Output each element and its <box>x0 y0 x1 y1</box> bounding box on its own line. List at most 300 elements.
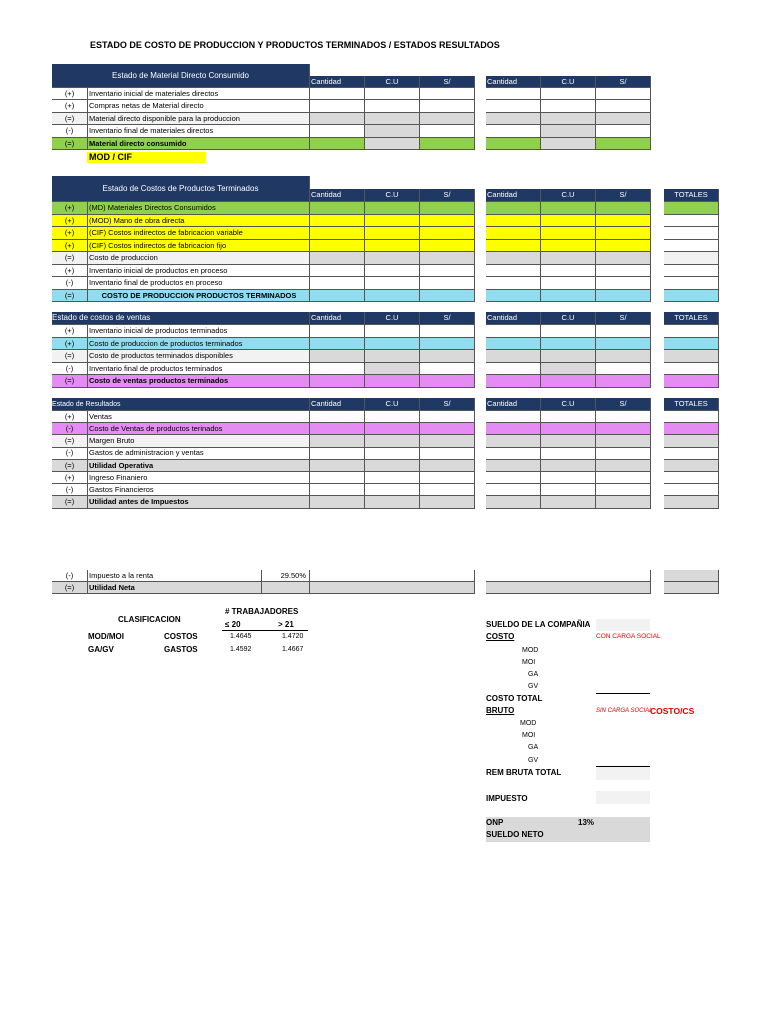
value-cell[interactable] <box>596 88 651 100</box>
value-cell[interactable] <box>365 240 420 253</box>
value-cell[interactable] <box>486 363 541 376</box>
value-cell[interactable] <box>310 113 365 125</box>
col-le20: ≤ 20 <box>225 620 241 629</box>
value-cell[interactable] <box>486 338 541 351</box>
col-cantidad: Cantidad <box>310 312 365 325</box>
spacer <box>475 484 486 496</box>
value-cell[interactable] <box>596 290 651 303</box>
value-cell[interactable] <box>365 113 420 125</box>
value-cell[interactable] <box>310 215 365 228</box>
value-cell[interactable] <box>420 350 475 363</box>
col-soles: S/ <box>420 189 475 202</box>
value-cell[interactable] <box>596 138 651 150</box>
row-sign: (=) <box>52 290 88 303</box>
row-label: Impuesto a la renta <box>88 570 262 582</box>
row-label: (MOD) Mano de obra directa <box>88 215 310 228</box>
value-cell[interactable] <box>486 350 541 363</box>
total-cell[interactable] <box>664 484 719 496</box>
total-cell[interactable] <box>664 582 719 594</box>
value-cell[interactable] <box>420 100 475 112</box>
value-cell[interactable] <box>486 325 541 338</box>
value-cell[interactable] <box>486 448 541 460</box>
value-cell[interactable] <box>596 460 651 472</box>
col-soles: S/ <box>420 312 475 325</box>
col-soles: S/ <box>596 398 651 411</box>
spacer <box>651 312 664 325</box>
row-label: Inventario final de productos en proceso <box>88 277 310 290</box>
value-cell[interactable] <box>541 484 596 496</box>
value-cell[interactable] <box>486 290 541 303</box>
utilidad-neta-table <box>52 570 719 594</box>
total-cell[interactable] <box>664 325 719 338</box>
value-cell[interactable] <box>365 265 420 278</box>
total-cell[interactable] <box>664 252 719 265</box>
spacer <box>475 202 486 215</box>
total-cell[interactable] <box>664 215 719 228</box>
total-cell[interactable] <box>664 375 719 388</box>
value-cell[interactable] <box>596 411 651 423</box>
row-sign: (-) <box>52 125 88 137</box>
value-cell[interactable] <box>420 411 475 423</box>
spacer <box>475 189 486 202</box>
value-cell[interactable] <box>310 363 365 376</box>
value-cell[interactable] <box>310 338 365 351</box>
value-cell[interactable] <box>596 496 651 508</box>
rem-bruta-cell <box>596 766 650 780</box>
value-cell[interactable] <box>420 277 475 290</box>
col-totales: TOTALES <box>664 398 719 411</box>
value-cell[interactable] <box>310 570 475 582</box>
row-label: Inventario final de materiales directos <box>88 125 310 137</box>
spacer <box>651 350 664 363</box>
col-gt21: > 21 <box>278 620 294 629</box>
spacer <box>651 570 664 582</box>
row-label: Costo de ventas productos terminados <box>88 375 310 388</box>
value-cell[interactable] <box>310 88 365 100</box>
value-cell[interactable] <box>420 435 475 447</box>
row-sign: (=) <box>52 582 88 594</box>
total-cell[interactable] <box>664 435 719 447</box>
value-cell[interactable] <box>310 375 365 388</box>
value-cell[interactable] <box>596 472 651 484</box>
value-cell[interactable] <box>365 125 420 137</box>
value-cell[interactable] <box>310 472 365 484</box>
value-cell[interactable] <box>486 100 541 112</box>
value-cell[interactable] <box>365 460 420 472</box>
row-sign: (+) <box>52 338 88 351</box>
total-cell[interactable] <box>664 240 719 253</box>
bruto-item-moi: MOI <box>522 732 536 739</box>
spacer <box>475 125 486 137</box>
row-label: Inventario inicial de productos en proceso <box>88 265 310 278</box>
total-cell[interactable] <box>664 350 719 363</box>
value-cell[interactable] <box>310 252 365 265</box>
value-cell[interactable] <box>541 496 596 508</box>
value-cell[interactable] <box>420 227 475 240</box>
spacer <box>475 265 486 278</box>
spacer <box>475 325 486 338</box>
spacer <box>475 312 486 325</box>
sueldo-cell <box>596 619 650 631</box>
value-cell[interactable] <box>420 215 475 228</box>
total-cell[interactable] <box>664 423 719 435</box>
value-cell[interactable] <box>541 325 596 338</box>
value-cell[interactable] <box>365 423 420 435</box>
value-cell[interactable] <box>310 290 365 303</box>
col-cantidad: Cantidad <box>486 312 541 325</box>
tax-rate <box>262 582 310 594</box>
spacer <box>475 582 486 594</box>
value-cell[interactable] <box>486 88 541 100</box>
value-cell[interactable] <box>541 100 596 112</box>
row-sign: (-) <box>52 363 88 376</box>
value-cell[interactable] <box>486 472 541 484</box>
total-cell[interactable] <box>664 227 719 240</box>
value-cell[interactable] <box>596 338 651 351</box>
value-cell[interactable] <box>541 125 596 137</box>
value-cell[interactable] <box>420 113 475 125</box>
group-header-space <box>310 176 365 189</box>
total-cell[interactable] <box>664 411 719 423</box>
row-label: Inventario final de productos terminados <box>88 363 310 376</box>
value-cell[interactable] <box>596 375 651 388</box>
value-cell[interactable] <box>310 227 365 240</box>
value-cell[interactable] <box>541 252 596 265</box>
value-cell[interactable] <box>486 411 541 423</box>
value-cell[interactable] <box>310 202 365 215</box>
spacer <box>651 240 664 253</box>
col-cu: C.U <box>541 312 596 325</box>
value-cell[interactable] <box>486 125 541 137</box>
total-cell[interactable] <box>664 460 719 472</box>
rem-bruta-label: REM BRUTA TOTAL <box>486 768 562 777</box>
value-cell[interactable] <box>310 138 365 150</box>
value-cell[interactable] <box>486 240 541 253</box>
row-label: Costo de productos terminados disponibles <box>88 350 310 363</box>
sin-carga-social: SIN CARGA SOCIAL <box>596 708 653 714</box>
value-cell[interactable] <box>486 277 541 290</box>
value-cell[interactable] <box>310 350 365 363</box>
value-cell[interactable] <box>541 113 596 125</box>
value-cell[interactable] <box>365 215 420 228</box>
value-cell[interactable] <box>486 582 651 594</box>
group-header-space <box>596 64 651 76</box>
total-cell[interactable] <box>664 496 719 508</box>
section-header: Estado de Costos de Productos Terminados <box>52 176 310 202</box>
value-cell[interactable] <box>420 290 475 303</box>
total-cell[interactable] <box>664 277 719 290</box>
value-cell[interactable] <box>365 88 420 100</box>
value-cell[interactable] <box>420 484 475 496</box>
value-cell[interactable] <box>486 375 541 388</box>
col-cantidad: Cantidad <box>486 76 541 88</box>
value-cell[interactable] <box>310 423 365 435</box>
spacer <box>475 215 486 228</box>
spacer <box>475 398 486 411</box>
total-cell[interactable] <box>664 290 719 303</box>
value-cell[interactable] <box>541 240 596 253</box>
col-cantidad: Cantidad <box>310 189 365 202</box>
group-header-space <box>420 176 475 189</box>
value-cell[interactable] <box>541 423 596 435</box>
total-cell[interactable] <box>664 265 719 278</box>
spacer <box>651 189 664 202</box>
value-cell[interactable] <box>541 227 596 240</box>
costo-item-mod: MOD <box>522 647 539 654</box>
spacer <box>475 88 486 100</box>
value-cell[interactable] <box>420 472 475 484</box>
value-cell[interactable] <box>365 435 420 447</box>
value-cell[interactable] <box>596 435 651 447</box>
value-cell[interactable] <box>365 472 420 484</box>
value-cell[interactable] <box>596 252 651 265</box>
group-header-space <box>365 176 420 189</box>
row-sign: (=) <box>52 113 88 125</box>
spacer <box>651 176 664 189</box>
section-header: Estado de costos de ventas <box>52 312 310 325</box>
total-cell[interactable] <box>664 338 719 351</box>
row-sign: (=) <box>52 252 88 265</box>
row-sign: (-) <box>52 448 88 460</box>
value-cell[interactable] <box>541 277 596 290</box>
row-sign: (+) <box>52 325 88 338</box>
spacer <box>475 363 486 376</box>
group-header-space <box>486 176 541 189</box>
con-carga-social: CON CARGA SOCIAL <box>596 633 661 640</box>
value-cell[interactable] <box>596 227 651 240</box>
col-totales: TOTALES <box>664 312 719 325</box>
value-cell[interactable] <box>486 423 541 435</box>
col-cu: C.U <box>541 189 596 202</box>
value-cell[interactable] <box>541 290 596 303</box>
value-cell[interactable] <box>310 125 365 137</box>
value-cell[interactable] <box>596 100 651 112</box>
value-cell[interactable] <box>365 350 420 363</box>
value-cell[interactable] <box>310 325 365 338</box>
value-cell[interactable] <box>486 138 541 150</box>
value-cell[interactable] <box>596 113 651 125</box>
value-cell[interactable] <box>310 448 365 460</box>
row-label: (CIF) Costos indirectos de fabricacion variable <box>88 227 310 240</box>
value-cell[interactable] <box>310 435 365 447</box>
value-cell[interactable] <box>486 265 541 278</box>
spacer <box>475 76 486 88</box>
value-cell[interactable] <box>596 125 651 137</box>
value-cell[interactable] <box>310 277 365 290</box>
value-cell[interactable] <box>420 88 475 100</box>
value-cell[interactable] <box>420 202 475 215</box>
value-cell[interactable] <box>420 125 475 137</box>
value-cell[interactable] <box>541 435 596 447</box>
value-cell[interactable] <box>365 325 420 338</box>
value-cell[interactable] <box>596 202 651 215</box>
value-cell[interactable] <box>420 460 475 472</box>
total-cell[interactable] <box>664 363 719 376</box>
value-cell[interactable] <box>486 460 541 472</box>
spacer <box>664 176 719 189</box>
value-cell[interactable] <box>365 277 420 290</box>
value-cell[interactable] <box>420 338 475 351</box>
onp-label: ONP <box>486 818 504 827</box>
tax-rate: 29.50% <box>262 570 310 582</box>
value-cell[interactable] <box>365 411 420 423</box>
col-cu: C.U <box>365 76 420 88</box>
value-cell[interactable] <box>486 227 541 240</box>
value-cell[interactable] <box>596 363 651 376</box>
value-cell[interactable] <box>541 88 596 100</box>
spacer <box>475 423 486 435</box>
value-cell[interactable] <box>365 363 420 376</box>
total-cell[interactable] <box>664 448 719 460</box>
row-label: Gastos Financieros <box>88 484 310 496</box>
total-cell[interactable] <box>664 570 719 582</box>
impuesto-cell <box>596 791 650 804</box>
mod-cif-note: MOD / CIF <box>87 152 206 163</box>
value-cell[interactable] <box>541 265 596 278</box>
value-cell[interactable] <box>541 350 596 363</box>
spacer <box>475 290 486 303</box>
value-cell[interactable] <box>310 582 475 594</box>
value-cell[interactable] <box>310 411 365 423</box>
spacer <box>651 375 664 388</box>
value-cell[interactable] <box>420 423 475 435</box>
value-cell[interactable] <box>365 100 420 112</box>
col-cantidad: Cantidad <box>310 398 365 411</box>
col-cu: C.U <box>365 189 420 202</box>
value-cell[interactable] <box>596 325 651 338</box>
value-cell[interactable] <box>486 113 541 125</box>
row-sign: (+) <box>52 202 88 215</box>
value-cell[interactable] <box>365 496 420 508</box>
row-sign: (+) <box>52 227 88 240</box>
col-cu: C.U <box>541 76 596 88</box>
value-cell[interactable] <box>596 277 651 290</box>
spacer <box>651 472 664 484</box>
value-cell[interactable] <box>541 472 596 484</box>
group-header-space <box>596 176 651 189</box>
value-cell[interactable] <box>365 338 420 351</box>
value-cell[interactable] <box>365 227 420 240</box>
value-cell[interactable] <box>541 215 596 228</box>
spacer <box>475 570 486 582</box>
value-cell[interactable] <box>420 240 475 253</box>
value-cell[interactable] <box>310 265 365 278</box>
value-cell[interactable] <box>420 496 475 508</box>
value-cell[interactable] <box>596 423 651 435</box>
value-cell[interactable] <box>310 496 365 508</box>
costo-total-label: COSTO TOTAL <box>486 694 543 703</box>
value-cell[interactable] <box>486 484 541 496</box>
value-cell[interactable] <box>365 252 420 265</box>
value-cell[interactable] <box>541 138 596 150</box>
spacer <box>651 252 664 265</box>
spacer <box>475 252 486 265</box>
value-cell[interactable] <box>596 350 651 363</box>
total-cell[interactable] <box>664 202 719 215</box>
clasif-row-2-v1: 1.4592 <box>230 646 252 653</box>
value-cell[interactable] <box>486 215 541 228</box>
estado-resultados-table <box>52 398 719 509</box>
row-label: COSTO DE PRODUCCION PRODUCTOS TERMINADOS <box>88 290 310 303</box>
row-label: Material directo disponible para la produccion <box>88 113 310 125</box>
value-cell[interactable] <box>420 252 475 265</box>
spacer <box>651 398 664 411</box>
row-label: Costo de produccion <box>88 252 310 265</box>
value-cell[interactable] <box>420 448 475 460</box>
costo-item-gv: GV <box>528 683 539 690</box>
value-cell[interactable] <box>420 138 475 150</box>
spacer <box>651 290 664 303</box>
group-header-space <box>310 64 365 76</box>
value-cell[interactable] <box>541 202 596 215</box>
value-cell[interactable] <box>596 240 651 253</box>
value-cell[interactable] <box>365 448 420 460</box>
value-cell[interactable] <box>541 375 596 388</box>
spacer <box>475 375 486 388</box>
value-cell[interactable] <box>365 290 420 303</box>
value-cell[interactable] <box>310 460 365 472</box>
row-sign: (+) <box>52 411 88 423</box>
value-cell[interactable] <box>365 202 420 215</box>
value-cell[interactable] <box>596 215 651 228</box>
row-label: Compras netas de Material directo <box>88 100 310 112</box>
value-cell[interactable] <box>310 240 365 253</box>
spacer <box>475 227 486 240</box>
value-cell[interactable] <box>541 338 596 351</box>
row-label: Costo de Ventas de productos terinados <box>88 423 310 435</box>
value-cell[interactable] <box>365 138 420 150</box>
section-header: Estado de Material Directo Consumido <box>52 64 310 88</box>
spacer <box>475 64 486 76</box>
value-cell[interactable] <box>596 484 651 496</box>
value-cell[interactable] <box>420 375 475 388</box>
value-cell[interactable] <box>420 265 475 278</box>
row-sign: (+) <box>52 265 88 278</box>
total-cell[interactable] <box>664 472 719 484</box>
value-cell[interactable] <box>541 363 596 376</box>
row-sign: (-) <box>52 570 88 582</box>
value-cell[interactable] <box>486 252 541 265</box>
value-cell[interactable] <box>486 570 651 582</box>
clasif-row-2-a: GA/GV <box>88 645 114 654</box>
row-sign: (=) <box>52 496 88 508</box>
value-cell[interactable] <box>541 411 596 423</box>
value-cell[interactable] <box>310 100 365 112</box>
spacer <box>651 484 664 496</box>
value-cell[interactable] <box>486 435 541 447</box>
group-header-space <box>365 64 420 76</box>
value-cell[interactable] <box>596 265 651 278</box>
value-cell[interactable] <box>486 496 541 508</box>
value-cell[interactable] <box>541 460 596 472</box>
value-cell[interactable] <box>420 363 475 376</box>
costos-productos-table <box>52 176 719 302</box>
row-label: Utilidad Neta <box>88 582 262 594</box>
value-cell[interactable] <box>365 484 420 496</box>
value-cell[interactable] <box>596 448 651 460</box>
row-sign: (+) <box>52 472 88 484</box>
value-cell[interactable] <box>365 375 420 388</box>
clasif-row-2-b: GASTOS <box>164 645 198 654</box>
row-sign: (-) <box>52 277 88 290</box>
value-cell[interactable] <box>486 202 541 215</box>
spacer <box>475 448 486 460</box>
value-cell[interactable] <box>541 448 596 460</box>
col-cu: C.U <box>365 398 420 411</box>
value-cell[interactable] <box>310 484 365 496</box>
value-cell[interactable] <box>420 325 475 338</box>
row-label: Margen Bruto <box>88 435 310 447</box>
